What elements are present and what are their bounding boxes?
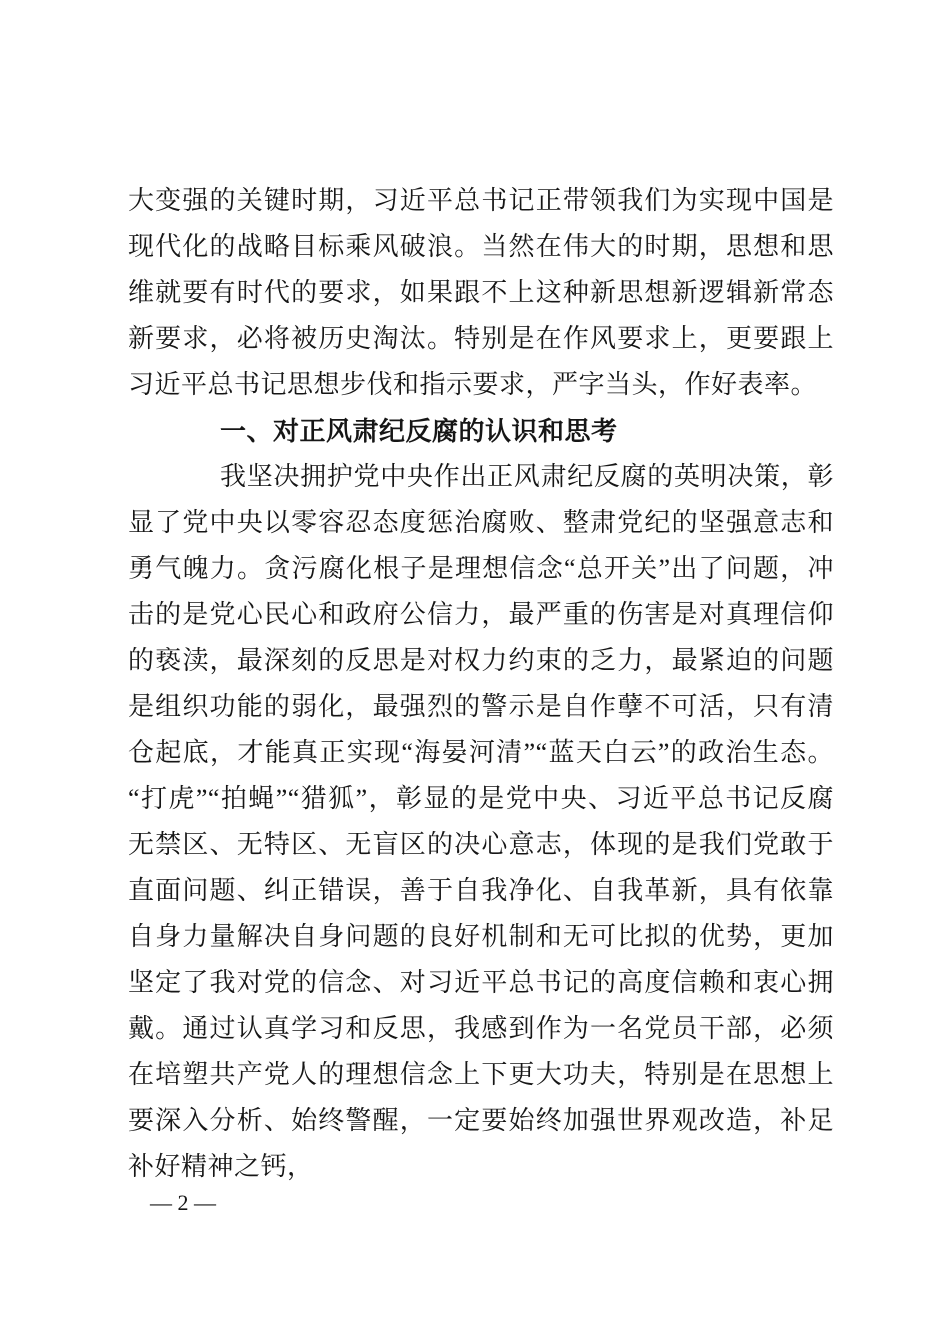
- document-body: [128, 178, 834, 1190]
- paragraph-body: 我坚决拥护党中央作出正风肃纪反腐的英明决策，彰显了党中央以零容忍态度惩治腐败、整肃党纪的坚强意志和勇气魄力。贪污腐化根子是理想信念“总开关”出了问题，冲击的是党心民心和政府公信力，最严重的伤害是对真理信仰的亵渎，最深刻的反思是对权力约束的乏力，最紧迫的问题是组织功能的弱化，最强烈的警示是自作孽不可活，只有清仓起底，才能真正实现“海晏河清”“蓝天白云”的政治生态。“打虎”“拍蝇”“猎狐”，彰显的是党中央、习近平总书记反腐无禁区、无特区、无盲区的决心意志，体现的是我们党敢于直面问题、纠正错误，善于自我净化、自我革新，具有依靠自身力量解决自身问题的良好机制和无可比拟的优势，更加坚定了我对党的信念、对习近平总书记的高度信赖和衷心拥戴。通过认真学习和反思，我感到作为一名党员干部，必须在培塑共产党人的理想信念上下更大功夫，特别是在思想上要深入分析、始终警醒，一定要始终加强世界观改造，补足补好精神之钙，: [128, 462, 834, 1181]
- section-heading-1: 一、对正风肃纪反腐的认识和思考: [220, 416, 618, 446]
- paragraph-continued-from-previous-page: 大变强的关键时期，习近平总书记正带领我们为实现中国是现代化的战略目标乘风破浪。当然在伟大的时期，思想和思维就要有时代的要求，如果跟不上这种新思想新逻辑新常态新要求，必将被历史淘汰。特别是在作风要求上，更要跟上习近平总书记思想步伐和指示要求，严字当头，作好表率。: [128, 186, 834, 399]
- page-number: — 2 —: [150, 1190, 216, 1215]
